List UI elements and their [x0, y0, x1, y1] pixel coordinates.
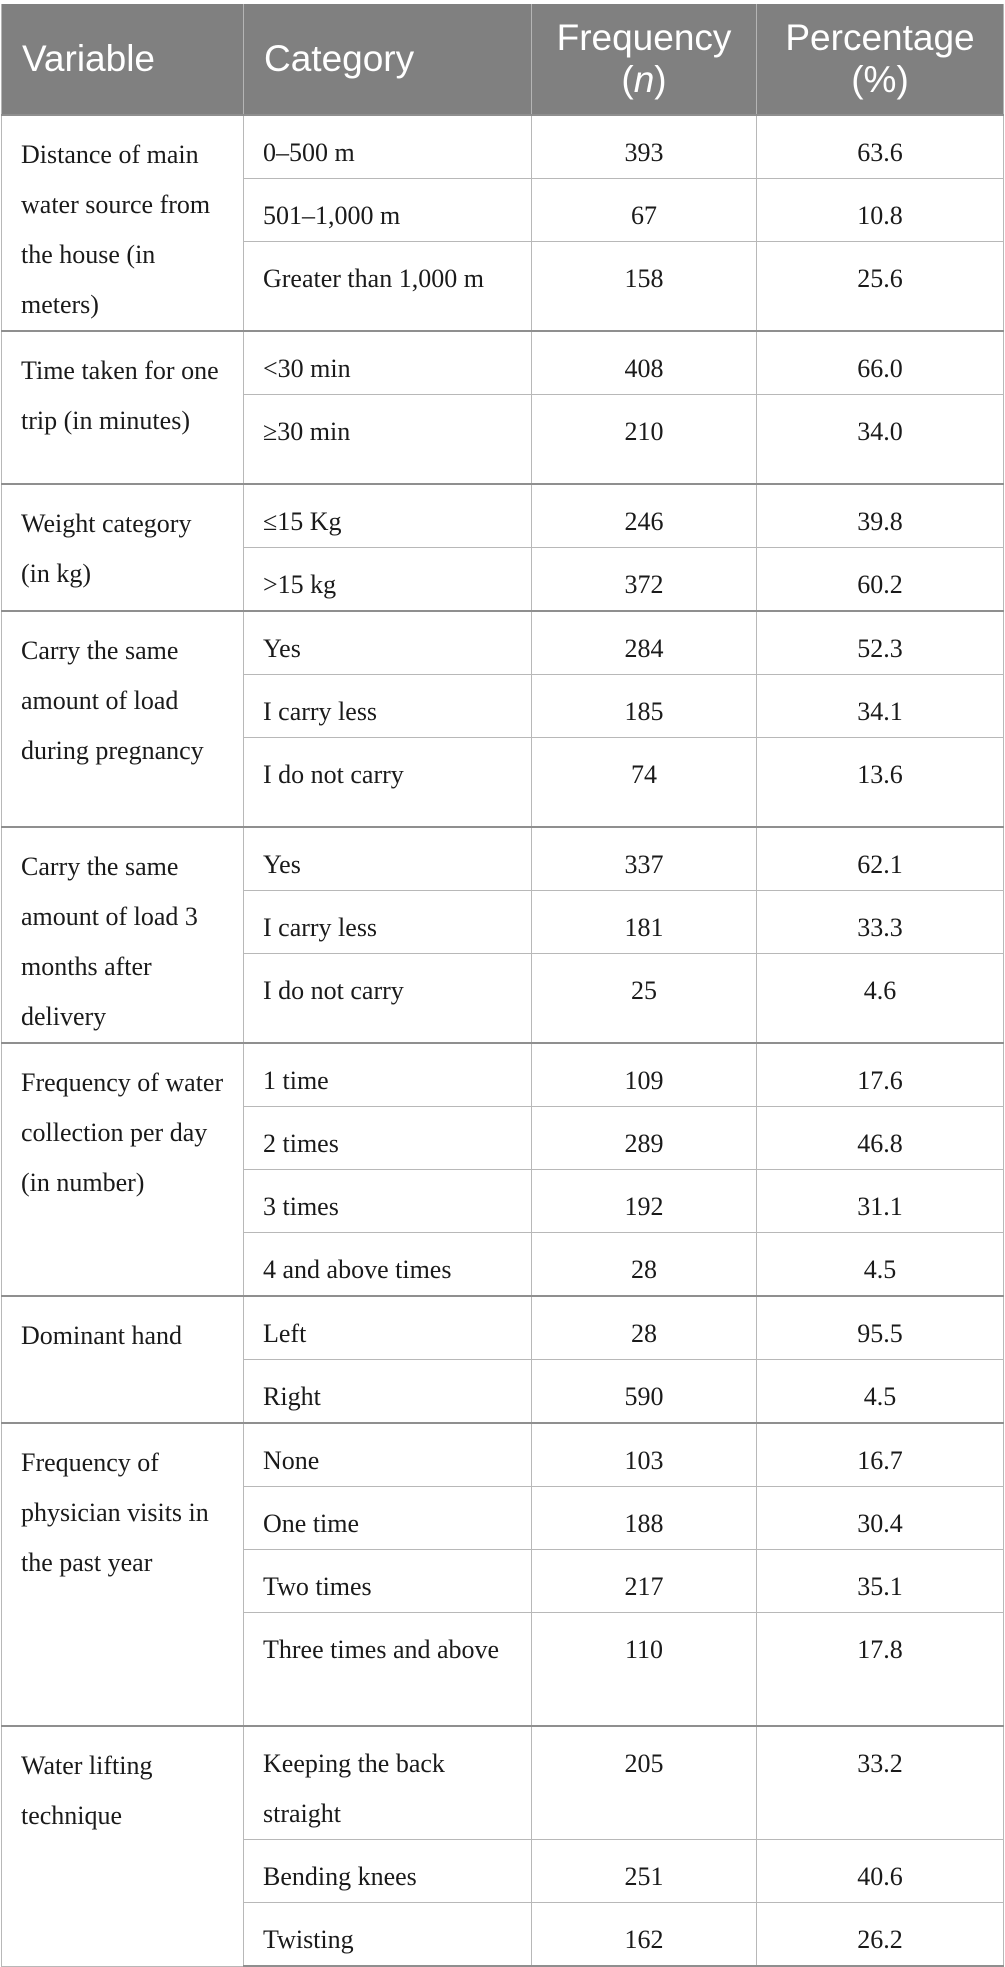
category-cell	[244, 179, 532, 242]
category-text: One time	[263, 1509, 360, 1538]
frequency-cell	[532, 1550, 757, 1613]
table-row	[2, 1726, 1004, 1840]
category-cell	[244, 1170, 532, 1233]
category-cell	[244, 1296, 532, 1360]
header-row	[2, 4, 1004, 115]
frequency-text: 192	[624, 1192, 664, 1221]
frequency-cell	[532, 827, 757, 891]
percentage-cell	[757, 1903, 1004, 1967]
percentage-cell	[757, 827, 1004, 891]
percentage-text: 31.1	[857, 1192, 903, 1221]
category-cell	[244, 1233, 532, 1297]
frequency-text: 185	[624, 697, 664, 726]
variable-cell: Water lifting technique	[2, 1726, 244, 1966]
frequency-text: 25	[631, 976, 657, 1005]
percentage-text: 4.6	[863, 976, 897, 1005]
category-cell	[244, 1613, 532, 1727]
frequency-cell	[532, 891, 757, 954]
frequency-cell	[532, 954, 757, 1044]
percentage-cell	[757, 484, 1004, 548]
category-cell	[244, 242, 532, 332]
frequency-cell	[532, 1487, 757, 1550]
variable-cell: Time taken for one trip (in minutes)	[2, 331, 244, 484]
category-text: None	[263, 1446, 320, 1475]
header-variable: Variable	[2, 4, 244, 115]
category-cell	[244, 675, 532, 738]
percentage-cell	[757, 1170, 1004, 1233]
category-cell	[244, 827, 532, 891]
frequency-cell	[532, 548, 757, 612]
variable-cell: Frequency of physician visits in the past year	[2, 1423, 244, 1726]
category-text: 2 times	[263, 1129, 339, 1158]
category-cell	[244, 611, 532, 675]
frequency-text: 393	[624, 138, 664, 167]
category-text: Yes	[263, 634, 301, 663]
header-frequency: Frequency (n)	[532, 4, 757, 115]
percentage-text: 16.7	[857, 1446, 903, 1475]
category-text: <30 min	[263, 354, 351, 383]
percentage-text: 25.6	[857, 264, 903, 293]
frequency-text: 67	[631, 201, 657, 230]
category-text: I carry less	[263, 697, 378, 726]
table-row	[2, 1423, 1004, 1487]
percentage-text: 13.6	[857, 760, 903, 789]
percentage-cell	[757, 1487, 1004, 1550]
percentage-text: 17.8	[857, 1635, 903, 1664]
category-text: I do not carry	[263, 760, 404, 789]
percentage-cell	[757, 1107, 1004, 1170]
category-cell	[244, 1840, 532, 1903]
percentage-text: 26.2	[857, 1925, 903, 1954]
category-cell	[244, 548, 532, 612]
category-text: I do not carry	[263, 976, 404, 1005]
frequency-cell	[532, 484, 757, 548]
frequency-cell	[532, 1903, 757, 1967]
table-row	[2, 331, 1004, 395]
percentage-cell	[757, 179, 1004, 242]
frequency-cell	[532, 1233, 757, 1297]
percentage-text: 34.0	[857, 417, 903, 446]
percentage-cell	[757, 1233, 1004, 1297]
category-text: 0–500 m	[263, 138, 355, 167]
category-cell	[244, 1903, 532, 1967]
percentage-cell	[757, 891, 1004, 954]
percentage-text: 46.8	[857, 1129, 903, 1158]
frequency-cell	[532, 1840, 757, 1903]
frequency-cell	[532, 1170, 757, 1233]
percentage-text: 4.5	[863, 1382, 897, 1411]
percentage-cell	[757, 1550, 1004, 1613]
frequency-text: 109	[624, 1066, 664, 1095]
variable-cell: Carry the same amount of load 3 months after delivery	[2, 827, 244, 1043]
percentage-text: 52.3	[857, 634, 903, 663]
category-cell	[244, 1726, 532, 1840]
category-text: Greater than 1,000 m	[263, 264, 484, 293]
frequency-cell	[532, 179, 757, 242]
category-text: Twisting	[263, 1925, 354, 1954]
frequency-cell	[532, 738, 757, 828]
percentage-cell	[757, 954, 1004, 1044]
percentage-cell	[757, 611, 1004, 675]
percentage-text: 62.1	[857, 850, 903, 879]
percentage-cell	[757, 1613, 1004, 1727]
category-cell	[244, 954, 532, 1044]
percentage-text: 35.1	[857, 1572, 903, 1601]
category-text: 501–1,000 m	[263, 201, 401, 230]
table-row	[2, 827, 1004, 891]
category-text: Yes	[263, 850, 301, 879]
category-cell	[244, 1550, 532, 1613]
header-frequency-unit: n	[633, 59, 655, 100]
percentage-cell	[757, 548, 1004, 612]
percentage-cell	[757, 115, 1004, 179]
frequency-text: 337	[624, 850, 664, 879]
frequency-text: 74	[631, 760, 657, 789]
percentage-cell	[757, 738, 1004, 828]
category-text: Keeping the back straight	[263, 1749, 445, 1828]
frequency-text: 28	[631, 1255, 657, 1284]
frequency-text: 205	[624, 1749, 664, 1778]
variable-cell: Carry the same amount of load during pregnancy	[2, 611, 244, 827]
variable-cell: Frequency of water collection per day (in number)	[2, 1043, 244, 1296]
frequency-text: 158	[624, 264, 664, 293]
percentage-text: 4.5	[863, 1255, 897, 1284]
percentage-text: 40.6	[857, 1862, 903, 1891]
header-percentage	[757, 4, 1004, 115]
category-text: Two times	[263, 1572, 372, 1601]
category-text: Three times and above	[263, 1635, 500, 1664]
frequency-text: 590	[624, 1382, 664, 1411]
percentage-text: 10.8	[857, 201, 903, 230]
percentage-text: 66.0	[857, 354, 903, 383]
frequency-cell	[532, 1360, 757, 1424]
percentage-cell	[757, 1423, 1004, 1487]
percentage-text: 33.2	[857, 1749, 903, 1778]
frequency-text: 251	[624, 1862, 664, 1891]
frequency-cell	[532, 1726, 757, 1840]
category-text: ≥30 min	[263, 417, 351, 446]
percentage-text: 39.8	[857, 507, 903, 536]
category-cell	[244, 331, 532, 395]
percentage-text: 30.4	[857, 1509, 903, 1538]
frequency-text: 372	[624, 570, 664, 599]
category-cell	[244, 891, 532, 954]
variable-cell: Distance of main water source from the house (in meters)	[2, 115, 244, 331]
percentage-text: 17.6	[857, 1066, 903, 1095]
frequency-text: 28	[631, 1319, 657, 1348]
variable-cell: Dominant hand	[2, 1296, 244, 1423]
variable-cell: Weight category (in kg)	[2, 484, 244, 611]
data-table	[1, 4, 1004, 1967]
category-text: Bending knees	[263, 1862, 417, 1891]
table-row	[2, 484, 1004, 548]
table-row	[2, 1296, 1004, 1360]
frequency-text: 162	[624, 1925, 664, 1954]
category-cell	[244, 1043, 532, 1107]
frequency-cell	[532, 675, 757, 738]
percentage-cell	[757, 242, 1004, 332]
frequency-cell	[532, 115, 757, 179]
header-frequency-label: Frequency	[556, 17, 732, 58]
frequency-text: 217	[624, 1572, 664, 1601]
category-text: 1 time	[263, 1066, 329, 1095]
category-cell	[244, 1487, 532, 1550]
percentage-cell	[757, 1296, 1004, 1360]
percentage-text: 33.3	[857, 913, 903, 942]
frequency-text: 289	[624, 1129, 664, 1158]
category-cell	[244, 484, 532, 548]
frequency-cell	[532, 242, 757, 332]
table-row	[2, 611, 1004, 675]
frequency-text: 103	[624, 1446, 664, 1475]
category-cell	[244, 1360, 532, 1424]
percentage-text: 63.6	[857, 138, 903, 167]
category-text: 3 times	[263, 1192, 339, 1221]
category-text: ≤15 Kg	[263, 507, 342, 536]
category-cell	[244, 1423, 532, 1487]
percentage-cell	[757, 1360, 1004, 1424]
frequency-cell	[532, 611, 757, 675]
header-percentage-label: Percentage	[785, 17, 975, 58]
table-header	[2, 4, 1004, 115]
frequency-cell	[532, 331, 757, 395]
category-text: I carry less	[263, 913, 378, 942]
frequency-text: 284	[624, 634, 664, 663]
category-text: Left	[263, 1319, 307, 1348]
percentage-cell	[757, 675, 1004, 738]
table-row	[2, 115, 1004, 179]
header-category: Category	[244, 4, 532, 115]
category-text: 4 and above times	[263, 1255, 452, 1284]
frequency-cell	[532, 1423, 757, 1487]
category-cell	[244, 738, 532, 828]
percentage-cell	[757, 395, 1004, 485]
table-body	[2, 115, 1004, 1966]
frequency-cell	[532, 1613, 757, 1727]
frequency-cell	[532, 395, 757, 485]
category-cell	[244, 115, 532, 179]
frequency-text: 408	[624, 354, 664, 383]
percentage-cell	[757, 1726, 1004, 1840]
frequency-cell	[532, 1107, 757, 1170]
percentage-text: 95.5	[857, 1319, 903, 1348]
category-text: >15 kg	[263, 570, 337, 599]
frequency-cell	[532, 1043, 757, 1107]
percentage-text: 34.1	[857, 697, 903, 726]
table-row	[2, 1043, 1004, 1107]
frequency-text: 210	[624, 417, 664, 446]
percentage-cell	[757, 331, 1004, 395]
header-percentage-unit: (%)	[851, 59, 909, 100]
frequency-cell	[532, 1296, 757, 1360]
percentage-text: 60.2	[857, 570, 903, 599]
percentage-cell	[757, 1840, 1004, 1903]
frequency-text: 188	[624, 1509, 664, 1538]
category-cell	[244, 1107, 532, 1170]
frequency-text: 181	[624, 913, 664, 942]
percentage-cell	[757, 1043, 1004, 1107]
category-text: Right	[263, 1382, 321, 1411]
frequency-text: 110	[624, 1635, 664, 1664]
frequency-text: 246	[624, 507, 664, 536]
category-cell	[244, 395, 532, 485]
